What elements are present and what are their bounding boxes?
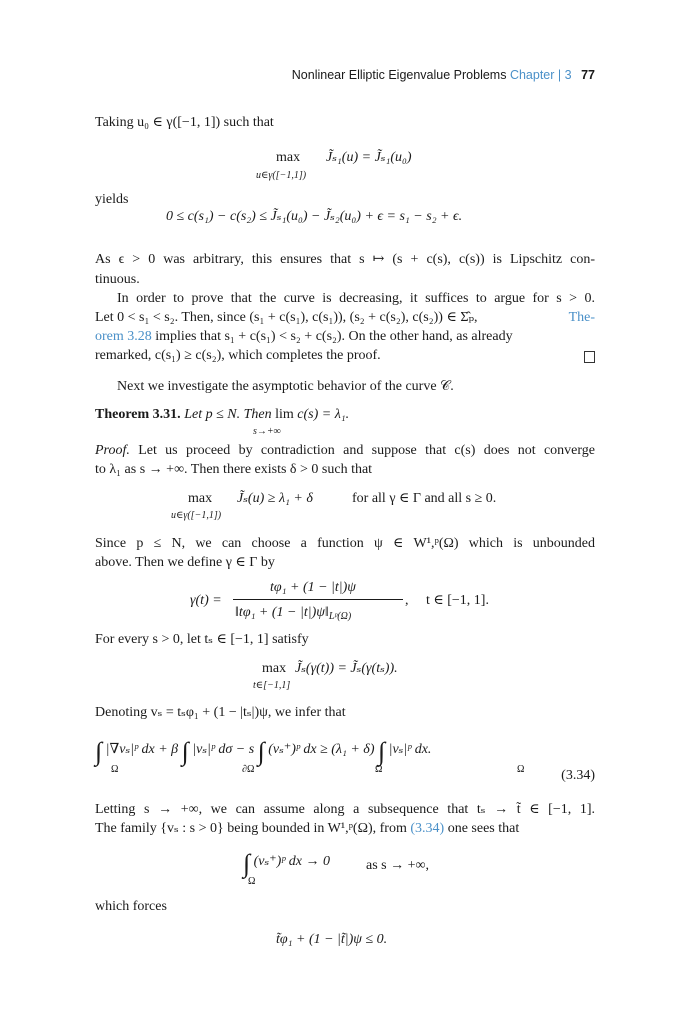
equation-max: max	[262, 661, 287, 676]
integral-sign: ∫	[243, 849, 251, 878]
text-span: Let 0 < s₁ < s₂. Then, since (s₁ + c(s₁), c(s₁)), (s₂ + c(s₂), c(s₂)) ∈ Σ̂ₚ,	[95, 310, 478, 325]
integral-domain: Ω	[248, 876, 256, 887]
proof-label: Proof.	[95, 443, 130, 458]
equation-term: |vₛ|ᵖ dx.	[388, 742, 432, 757]
equation-condition: for all γ ∈ Γ and all s ≥ 0.	[352, 491, 497, 506]
integral-sign: ∫	[377, 737, 386, 766]
theorem-link[interactable]: orem 3.28	[95, 329, 152, 344]
equation-term: (vₛ⁺)ᵖ dx → 0	[253, 854, 330, 869]
integral-sign: ∫	[181, 737, 189, 766]
equation: J̃ₛ₁(u) = J̃ₛ₁(u₀)	[326, 150, 412, 165]
equation-lhs: γ(t) =	[190, 593, 222, 608]
text-line: Letting s → +∞, we can assume along a subsequence that tₛ → t̃ ∈ [−1, 1].	[95, 802, 595, 817]
text-line	[95, 327, 595, 347]
text-line: to λ₁ as s → +∞. Then there exists δ > 0 such that	[95, 462, 373, 477]
header-separator: |	[557, 68, 562, 82]
text-line: For every s > 0, let tₛ ∈ [−1, 1] satisfy	[95, 632, 309, 647]
text-span: Let us proceed by contradiction and suppose that c(s) does not converge	[138, 443, 595, 458]
integral-sign: ∫	[95, 737, 103, 766]
equation-term: (vₛ⁺)ᵖ dx ≥ (λ₁ + δ)	[268, 742, 375, 757]
limit-subscript: s→+∞	[253, 426, 281, 437]
text-line: Denoting vₛ = tₛφ₁ + (1 − |tₛ|)ψ, we infer that	[95, 705, 346, 720]
fraction-denominator	[235, 603, 351, 627]
denominator-text: ‖tφ₁ + (1 − |t|)ψ‖	[235, 605, 329, 620]
text-line: which forces	[95, 899, 167, 914]
text-line: As ϵ > 0 was arbitrary, this ensures that s ↦ (s + c(s), c(s)) is Lipschitz con-	[95, 252, 595, 267]
equation: 0 ≤ c(s₁) − c(s₂) ≤ J̃ₛ₁(u₀) − J̃ₛ₂(u₀) + ϵ = s₁ − s₂ + ϵ.	[166, 209, 463, 224]
limit-equation	[243, 849, 330, 878]
theorem-statement	[95, 405, 595, 425]
running-header	[292, 65, 595, 85]
equation-max: max	[188, 491, 213, 506]
equation: J̃ₛ(u) ≥ λ₁ + δ	[237, 491, 313, 506]
integral-domain: Ω	[375, 764, 383, 775]
text-line: In order to prove that the curve is decreasing, it suffices to argue for s > 0.	[117, 291, 595, 306]
text-line: Since p ≤ N, we can choose a function ψ ∈ W¹,ᵖ(Ω) which is unbounded	[95, 536, 596, 551]
text-line: tinuous.	[95, 272, 140, 287]
page-number: 77	[581, 68, 595, 82]
text-line: Next we investigate the asymptotic behavior of the curve 𝒞.	[117, 379, 454, 394]
integral-domain: Ω	[111, 764, 119, 775]
equation-subscript: t∈[−1,1]	[253, 680, 291, 691]
theorem-end: c(s) = λ₁.	[297, 407, 350, 422]
text-span: one sees that	[447, 821, 520, 836]
equation-term: |∇vₛ|ᵖ dx + β	[105, 742, 179, 757]
equation-domain: , t ∈ [−1, 1].	[405, 593, 489, 608]
equation: t̃φ₁ + (1 − |t̃|)ψ ≤ 0.	[276, 932, 388, 947]
text-line: Taking u₀ ∈ γ([−1, 1]) such that	[95, 115, 274, 130]
equation: J̃ₛ(γ(t)) = J̃ₛ(γ(tₛ)).	[295, 661, 398, 676]
equation-link[interactable]: (3.34)	[410, 821, 445, 836]
integral-domain: ∂Ω	[242, 764, 255, 775]
header-title: Nonlinear Elliptic Eigenvalue Problems	[291, 68, 507, 82]
text-line: yields	[95, 192, 129, 207]
header-chapter-label: Chapter	[509, 68, 555, 82]
theorem-text: Let p ≤ N. Then	[184, 407, 272, 422]
fraction-numerator: tφ₁ + (1 − |t|)ψ	[270, 580, 357, 595]
theorem-link[interactable]: The-	[568, 310, 595, 325]
equation-condition: as s → +∞,	[366, 858, 429, 873]
equation-subscript: u∈γ([−1,1])	[171, 510, 222, 521]
equation-subscript: u∈γ([−1,1])	[256, 170, 307, 181]
text-span: implies that s₁ + c(s₁) < s₂ + c(s₂). On the other hand, as already	[155, 329, 513, 344]
text-line: above. Then we define γ ∈ Γ by	[95, 555, 275, 570]
fraction-bar	[233, 599, 403, 600]
integral-domain: Ω	[517, 764, 525, 775]
equation-number: (3.34)	[561, 768, 595, 783]
text-line	[95, 441, 595, 461]
text-span: remarked, c(s₁) ≥ c(s₂), which completes the proof.	[95, 348, 381, 363]
text-line	[95, 346, 595, 366]
integral-sign: ∫	[257, 737, 265, 766]
theorem-label: Theorem 3.31.	[95, 407, 181, 422]
equation-term: |vₛ|ᵖ dσ − s	[192, 742, 255, 757]
header-chapter-number: 3	[564, 68, 572, 82]
theorem-lim: lim	[275, 407, 294, 422]
equation-max: max	[276, 150, 301, 165]
inequality-3-34	[95, 737, 432, 766]
text-line	[95, 819, 595, 839]
text-line	[95, 308, 595, 328]
qed-box-icon	[584, 351, 595, 363]
denominator-subscript: Lᵖ(Ω)	[328, 611, 352, 622]
text-span: The family {vₛ : s > 0} being bounded in W¹,ᵖ(Ω), from	[95, 821, 407, 836]
